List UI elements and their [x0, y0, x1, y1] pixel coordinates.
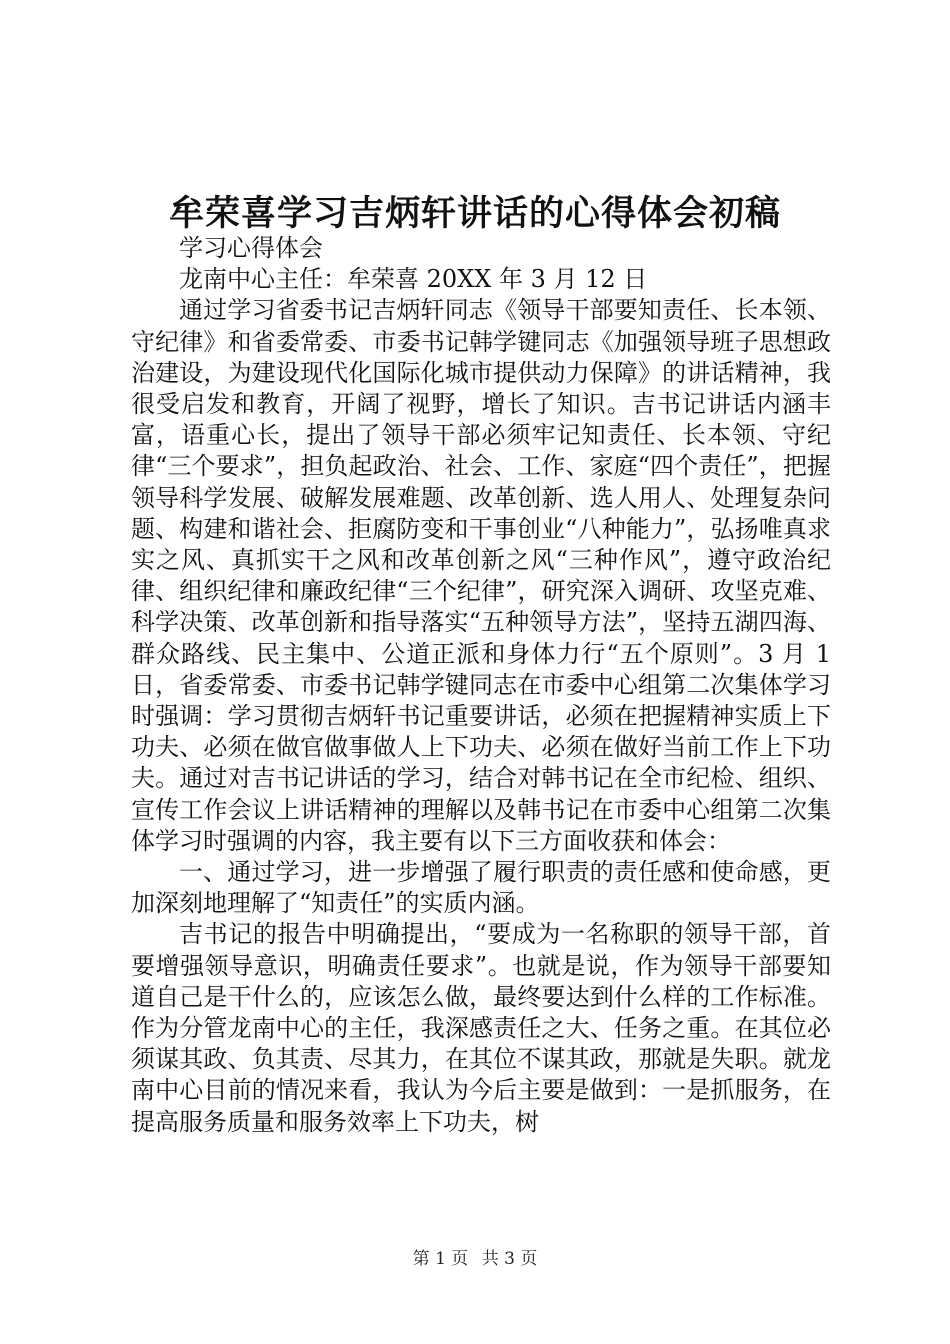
subtitle-line: 学习心得体会 — [179, 234, 323, 262]
page-footer — [0, 1244, 950, 1269]
page-total: 共 3 页 — [481, 1249, 538, 1269]
page-number: 第 1 页 — [412, 1249, 469, 1269]
document-body — [131, 233, 831, 1138]
author-date-line: 龙南中心主任：牟荣喜 20XX 年 3 月 12 日 — [179, 265, 648, 294]
body-paragraph: 吉书记的报告中明确提出，“要成为一名称职的领导干部，首要增强领导意识，明确责任要求”。也就是说，作为领导干部要知道自己是干什么的，应该怎么做，最终要达到什么样的工作标准。作为分管龙南中心的主任，我深感责任之大、任务之重。在其位必须谋其政、负其责、尽其力，在其位不谋其政，那就是失职。就龙南中心目前的情况来看，我认为今后主要是做到：一是抓服务，在提高服务质量和服务效率上下功夫，树 — [131, 920, 831, 1136]
section-heading: 一、通过学习，进一步增强了履行职责的责任感和使命感，更加深刻地理解了“知责任”的实质内涵。 — [131, 858, 831, 918]
document-title: 牟荣喜学习吉炳轩讲话的心得体会初稿 — [168, 193, 781, 234]
body-paragraph: 通过学习省委书记吉炳轩同志《领导干部要知责任、长本领、守纪律》和省委常委、市委书记韩学键同志《加强领导班子思想政治建设，为建设现代化国际化城市提供动力保障》的讲话精神，我很受启发和教育，开阔了视野，增长了知识。吉书记讲话内涵丰富，语重心长，提出了领导干部必须牢记知责任、长本领、守纪律“三个要求”，担负起政治、社会、工作、家庭“四个责任”，把握领导科学发展、破解发展难题、改革创新、选人用人、处理复杂问题、构建和谐社会、拒腐防变和干事创业“八种能力”，弘扬唯真求实之风、真抓实干之风和改革创新之风“三种作风”，遵守政治纪律、组织纪律和廉政纪律“三个纪律”，研究深入调研、攻坚克难、科学决策、改革创新和指导落实“五种领导方法”，坚持五湖四海、群众路线、民主集中、公道正派和身体力行“五个原则”。3 月 1 日，省委常委、市委书记韩学键同志在市委中心组第二次集体学习时强调：学习贯彻吉炳轩书记重要讲话，必须在把握精神实质上下功夫、必须在做官做事做人上下功夫、必须在做好当前工作上下功夫。通过对吉书记讲话的学习，结合对韩书记在全市纪检、组织、宣传工作会议上讲话精神的理解以及韩书记在市委中心组第二次集体学习时强调的内容，我主要有以下三方面收获和体会： — [131, 296, 831, 855]
